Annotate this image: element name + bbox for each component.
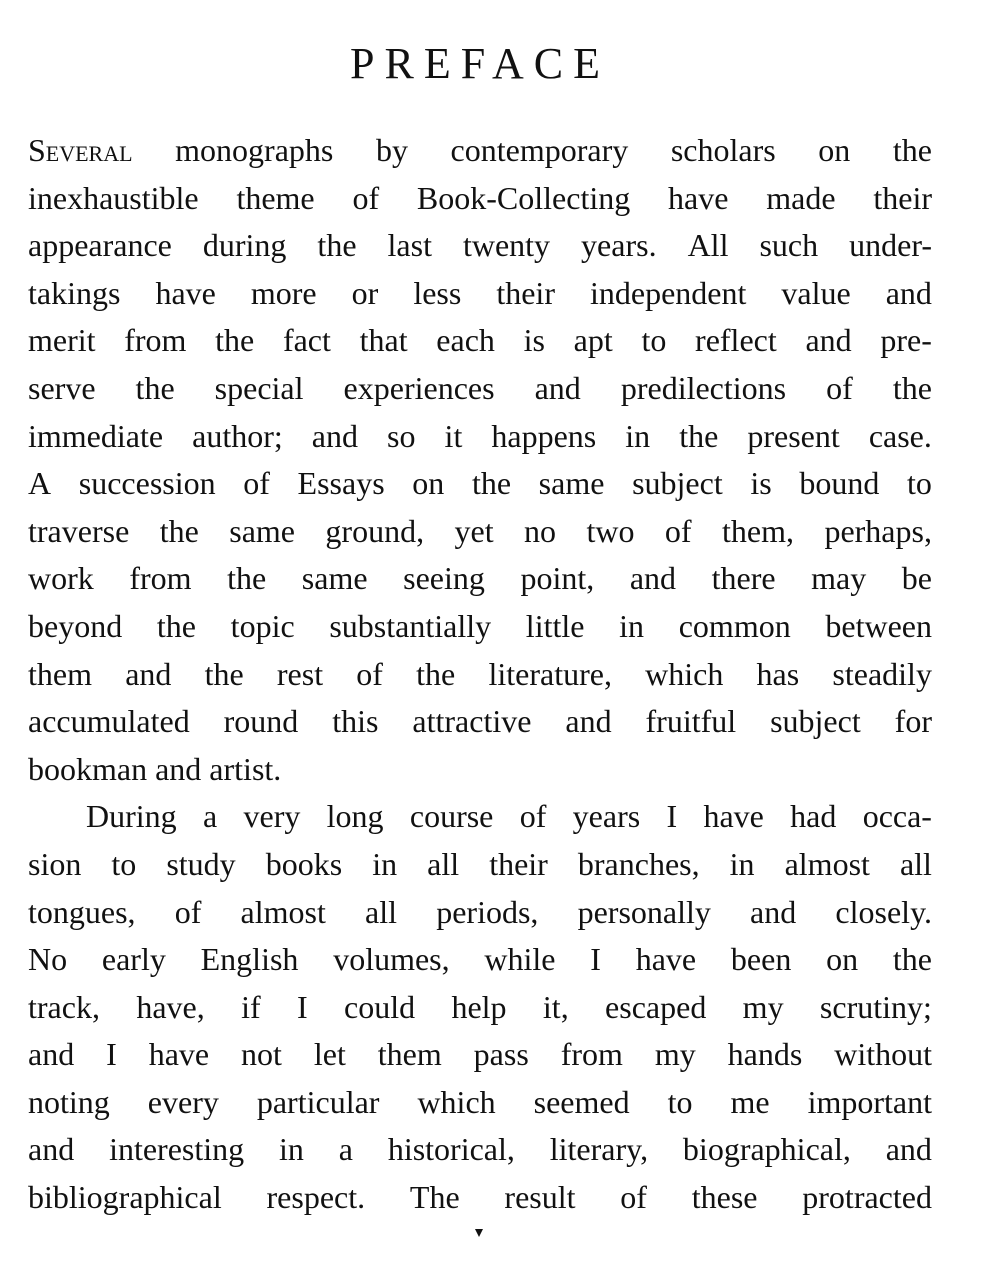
word: accumulated [28, 703, 190, 740]
word: almost [784, 845, 870, 882]
word: to [641, 322, 667, 359]
word: not [241, 1036, 282, 1073]
word: made [766, 179, 836, 216]
word: Essays [297, 465, 385, 502]
word: help [451, 988, 507, 1025]
word: the [156, 607, 196, 644]
word: have [635, 941, 697, 978]
word: each [436, 322, 495, 359]
word: been [730, 941, 792, 978]
word: round [223, 703, 299, 740]
word: between [825, 607, 932, 644]
word: and [534, 369, 581, 406]
word: perhaps, [824, 512, 932, 549]
word: last [387, 227, 432, 264]
word: have [155, 274, 216, 311]
word: sion [28, 845, 82, 882]
text-line [28, 1079, 932, 1127]
word: No [28, 941, 68, 978]
word: scholars [670, 132, 776, 168]
word: work [28, 560, 94, 597]
text-line [28, 413, 932, 461]
word: more [250, 274, 317, 311]
word: same [229, 512, 295, 549]
word: during [202, 227, 287, 264]
text-line [28, 841, 932, 889]
word: these [691, 1179, 758, 1216]
word: of [352, 179, 380, 216]
word: topic [230, 607, 295, 644]
text-line [28, 889, 932, 937]
word: twenty [462, 227, 551, 264]
word: historical, [387, 1131, 515, 1168]
word: them [377, 1036, 442, 1073]
word: a [338, 1131, 353, 1168]
word: the [892, 941, 932, 978]
word: result [504, 1179, 576, 1216]
word: all [365, 893, 398, 930]
word: and [885, 1131, 932, 1168]
text-line [28, 936, 932, 984]
word: of [174, 893, 202, 930]
word: seeing [403, 560, 485, 597]
word: periods, [436, 893, 539, 930]
text-line [28, 984, 932, 1032]
word: of [243, 465, 270, 502]
word: all [899, 845, 932, 882]
word: subject [632, 465, 723, 502]
text-line [28, 460, 932, 508]
word: the [892, 132, 932, 168]
word: could [344, 988, 416, 1025]
word: fact [282, 322, 331, 359]
word: less [413, 274, 462, 311]
page-title: PREFACE [350, 39, 610, 88]
word: their [873, 179, 932, 216]
word: books [265, 845, 343, 882]
word: little [525, 607, 585, 644]
word: and [125, 655, 172, 692]
word: tongues, [28, 893, 136, 930]
word: of [664, 512, 692, 549]
word: every [147, 1083, 219, 1120]
word: the [317, 227, 357, 264]
word: All [687, 227, 729, 264]
word: no [524, 512, 557, 549]
word: closely. [835, 893, 932, 930]
word: beyond [28, 607, 123, 644]
word: without [834, 1036, 932, 1073]
word: them [28, 655, 92, 692]
word: which [645, 655, 724, 692]
word: contemporary [450, 132, 629, 168]
word: scrutiny; [819, 988, 932, 1025]
word: volumes, [333, 941, 450, 978]
word: almost [240, 893, 326, 930]
word: have, [136, 988, 205, 1025]
word: in [372, 845, 398, 882]
text-line [28, 175, 932, 223]
word: two [586, 512, 635, 549]
word: there [711, 560, 776, 597]
word: which [417, 1083, 496, 1120]
word: the [135, 369, 175, 406]
word: such [759, 227, 819, 264]
word: bibliographical [28, 1179, 222, 1216]
word: artist. [209, 750, 282, 787]
word: branches, [577, 845, 700, 882]
word: so [387, 417, 416, 454]
word: reflect [695, 322, 777, 359]
text-line [28, 1174, 932, 1222]
word: and [155, 750, 202, 787]
word: the [679, 417, 719, 454]
text-line [28, 603, 932, 651]
word: English [200, 941, 299, 978]
word: to [906, 465, 932, 502]
word: predilections [620, 369, 787, 406]
word: their [489, 845, 548, 882]
word: it, [542, 988, 569, 1025]
word: for [894, 703, 932, 740]
word: this [332, 703, 379, 740]
word: important [807, 1083, 932, 1120]
word: let [313, 1036, 346, 1073]
word: escaped [605, 988, 707, 1025]
word: A [28, 465, 52, 502]
text-line [28, 365, 932, 413]
word: inexhaustible [28, 179, 199, 216]
word: track, [28, 988, 100, 1025]
text-line [28, 222, 932, 270]
word: from [560, 1036, 623, 1073]
word: traverse [28, 512, 130, 549]
word: long [326, 798, 384, 835]
word: of [620, 1179, 647, 1216]
catchword-mark [474, 1228, 484, 1238]
word: apt [573, 322, 613, 359]
word: while [484, 941, 556, 978]
word: in [619, 607, 645, 644]
word: course [409, 798, 494, 835]
word: a [202, 798, 218, 835]
word: appearance [28, 227, 172, 264]
word: have [148, 1036, 210, 1073]
word: experiences [343, 369, 495, 406]
word: and [565, 703, 612, 740]
text-line [28, 270, 932, 318]
word: I [106, 1036, 117, 1073]
word: the [159, 512, 199, 549]
word: serve [28, 369, 96, 406]
preface-text [28, 127, 932, 1222]
word: in [729, 845, 755, 882]
word: in [279, 1131, 304, 1168]
word: interesting [109, 1131, 245, 1168]
text-line [28, 746, 932, 794]
word: I [590, 941, 601, 978]
text-line [28, 793, 932, 841]
word: of [826, 369, 853, 406]
word: had [790, 798, 837, 835]
word: the [892, 369, 932, 406]
word: hands [727, 1036, 803, 1073]
word: to [667, 1083, 693, 1120]
word: and [28, 1131, 75, 1168]
text-line [28, 651, 932, 699]
word: all [427, 845, 460, 882]
word: the [204, 655, 244, 692]
word: to [111, 845, 137, 882]
word: substantially [329, 607, 492, 644]
text-line [28, 698, 932, 746]
word: on [412, 465, 445, 502]
word: I [296, 988, 308, 1025]
text-line [28, 508, 932, 556]
word: on [818, 132, 851, 168]
word: happens [491, 417, 597, 454]
word: independent [589, 274, 747, 311]
word: in [625, 417, 651, 454]
word: and [629, 560, 677, 597]
word: the [227, 560, 267, 597]
word: my [654, 1036, 696, 1073]
word: rest [276, 655, 324, 692]
word: During [86, 798, 177, 835]
word: by [375, 132, 408, 168]
text-line [28, 317, 932, 365]
word: years. [581, 227, 657, 264]
word: present [747, 417, 840, 454]
word: my [742, 988, 784, 1025]
word: them, [722, 512, 794, 549]
word: author; [192, 417, 283, 454]
word: personally [577, 893, 711, 930]
word: merit [28, 322, 96, 359]
word: value [781, 274, 851, 311]
word: that [359, 322, 408, 359]
word: same [301, 560, 368, 597]
word: if [241, 988, 261, 1025]
word: case. [868, 417, 932, 454]
word: I [666, 798, 678, 835]
word: and [885, 274, 932, 311]
word: subject [770, 703, 861, 740]
word: of [519, 798, 547, 835]
word: of [356, 655, 383, 692]
word: and [311, 417, 358, 454]
word: bound [799, 465, 880, 502]
word: respect. [266, 1179, 366, 1216]
word: the [416, 655, 456, 692]
word: ground, [325, 512, 425, 549]
word: yet [454, 512, 494, 549]
word: takings [28, 274, 121, 311]
word: years [572, 798, 641, 835]
word: under- [849, 227, 932, 264]
word: it [444, 417, 463, 454]
word: the [215, 322, 255, 359]
word: the [471, 465, 512, 502]
word: The [409, 1179, 460, 1216]
word: have [703, 798, 764, 835]
word: theme [236, 179, 315, 216]
word: very [243, 798, 301, 835]
word: noting [28, 1083, 110, 1120]
text-line [28, 555, 932, 603]
word: literary, [549, 1131, 649, 1168]
text-line [28, 1031, 932, 1079]
word: pre- [880, 322, 932, 359]
word: occa- [862, 798, 932, 835]
word: on [826, 941, 859, 978]
word: me [730, 1083, 770, 1120]
word: pass [473, 1036, 529, 1073]
text-line [28, 1126, 932, 1174]
word: steadily [832, 655, 932, 692]
word: and [805, 322, 852, 359]
word: Several [28, 132, 133, 168]
word: immediate [28, 417, 164, 454]
word: from [124, 322, 187, 359]
word: monographs [175, 132, 334, 168]
word: and [750, 893, 797, 930]
word: or [351, 274, 379, 311]
word: fruitful [645, 703, 737, 740]
word: bookman [28, 750, 148, 787]
word: Book-Collecting [416, 179, 631, 216]
word: is [750, 465, 772, 502]
word: has [756, 655, 800, 692]
word: point, [520, 560, 595, 597]
word: same [538, 465, 605, 502]
word: and [28, 1036, 75, 1073]
word: their [496, 274, 555, 311]
word: common [678, 607, 791, 644]
word: literature, [488, 655, 612, 692]
word: is [523, 322, 545, 359]
word: special [214, 369, 304, 406]
word: may [811, 560, 867, 597]
word: attractive [412, 703, 532, 740]
word: particular [256, 1083, 380, 1120]
word: from [129, 560, 192, 597]
word: be [901, 560, 932, 597]
word: early [101, 941, 166, 978]
word: succession [78, 465, 216, 502]
text-line [28, 127, 932, 175]
word: have [668, 179, 729, 216]
word: seemed [533, 1083, 630, 1120]
word: study [166, 845, 236, 882]
word: biographical, [682, 1131, 851, 1168]
word: protracted [802, 1179, 932, 1216]
